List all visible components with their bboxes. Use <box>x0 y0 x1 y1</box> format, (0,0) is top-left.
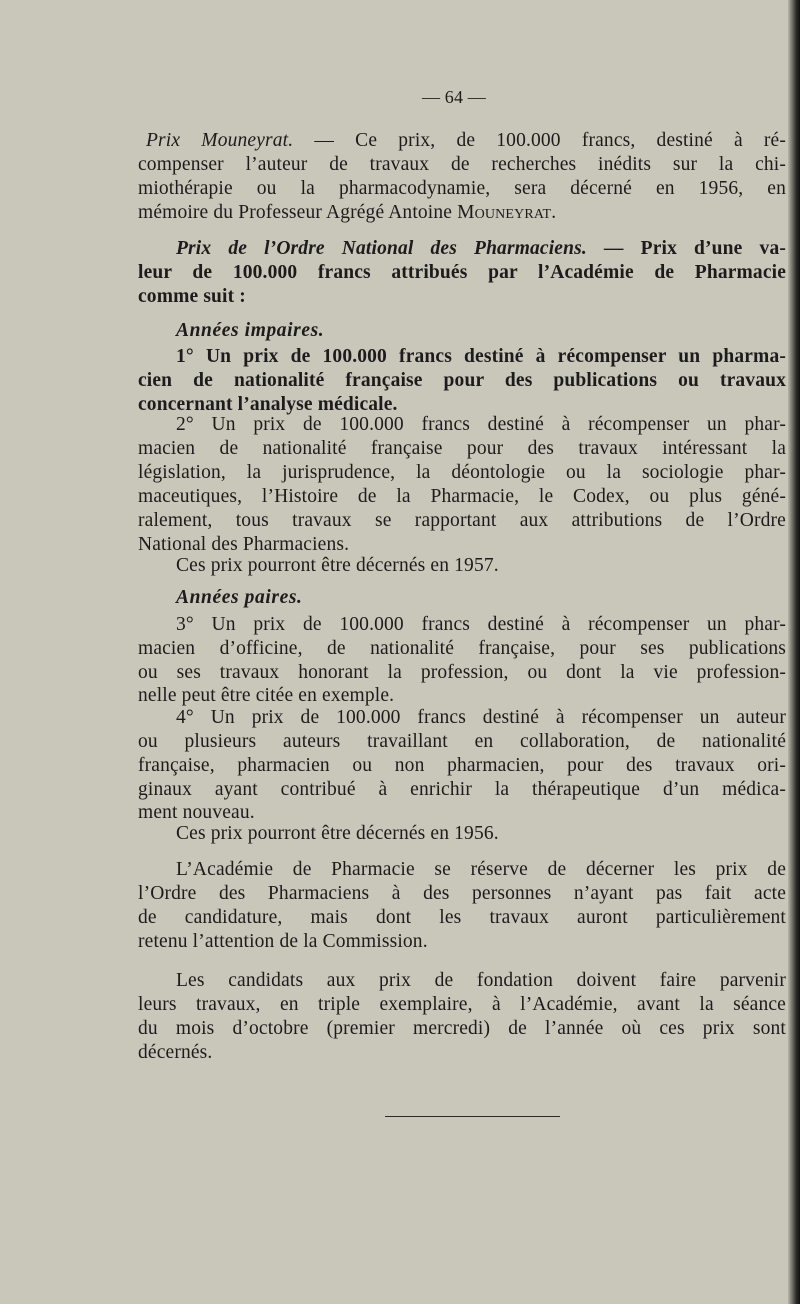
prix3-line-4: nelle peut être citée en exemple. <box>138 685 395 706</box>
mouneyrat-name: Mouneyrat. <box>457 202 557 223</box>
ordre-line-1: Prix de l’Ordre National des Pharmaciens. — Prix d’une va- <box>176 238 786 259</box>
candidats-line-4: décernés. <box>138 1042 213 1063</box>
prix2-line-1: 2° Un prix de 100.000 francs destiné à récompenser un phar- <box>176 414 786 435</box>
candidats-line-1: Les candidats aux prix de fondation doivent faire parvenir <box>176 970 786 991</box>
prix2-line-2: macien de nationalité française pour des travaux intéressant la <box>138 438 786 459</box>
prix4-line-3: française, pharmacien ou non pharmacien, pour des travaux ori- <box>138 755 786 776</box>
prix1-line-2: cien de nationalité française pour des publications ou travaux <box>138 370 786 391</box>
heading-annees-impaires: Années impaires. <box>176 320 325 341</box>
prix4-line-1: 4° Un prix de 100.000 francs destiné à récompenser un auteur <box>176 707 786 728</box>
prix2-line-6: National des Pharmaciens. <box>138 534 350 555</box>
candidats-line-2: leurs travaux, en triple exemplaire, à l’Académie, avant la séance <box>138 994 786 1015</box>
prix2-line-5: ralement, tous travaux se rapportant aux attributions de l’Ordre <box>138 510 786 531</box>
prix4-line-4: ginaux ayant contribué à enrichir la thérapeutique d’un médica- <box>138 779 786 800</box>
prix3-line-1: 3° Un prix de 100.000 francs destiné à récompenser un phar- <box>176 614 786 635</box>
reserve-line-3: de candidature, mais dont les travaux auront particulièrement <box>138 907 786 928</box>
ordre-line-2: leur de 100.000 francs attribués par l’Académie de Pharmacie <box>138 262 786 283</box>
reserve-line-1: L’Académie de Pharmacie se réserve de décerner les prix de <box>176 859 786 880</box>
prix4-line-2: ou plusieurs auteurs travaillant en collaboration, de nationalité <box>138 731 786 752</box>
decernes-1957: Ces prix pourront être décernés en 1957. <box>176 555 499 576</box>
page-number: — 64 — <box>422 87 486 107</box>
ordre-title: Prix de l’Ordre National des Pharmaciens. <box>176 238 587 259</box>
decernes-1956: Ces prix pourront être décernés en 1956. <box>176 823 499 844</box>
mouneyrat-line-3: miothérapie ou la pharmacodynamie, sera décerné en 1956, en <box>138 178 786 199</box>
mouneyrat-line-2: compenser l’auteur de travaux de recherches inédits sur la chi- <box>138 154 786 175</box>
candidats-line-3: du mois d’octobre (premier mercredi) de l’année où ces prix sont <box>138 1018 786 1039</box>
reserve-line-2: l’Ordre des Pharmaciens à des personnes n’ayant pas fait acte <box>138 883 786 904</box>
reserve-line-4: retenu l’attention de la Commission. <box>138 931 428 952</box>
ordre-line-3: comme suit : <box>138 286 246 307</box>
mouneyrat-line-1: Prix Mouneyrat. — Ce prix, de 100.000 francs, destiné à ré- <box>146 130 786 151</box>
mouneyrat-title: Prix Mouneyrat. <box>146 130 294 151</box>
prix1-line-3: concernant l’analyse médicale. <box>138 394 398 415</box>
prix1-line-1: 1° Un prix de 100.000 francs destiné à récompenser un pharma- <box>176 346 786 367</box>
prix3-line-2: macien d’officine, de nationalité française, pour ses publications <box>138 638 786 659</box>
prix4-line-5: ment nouveau. <box>138 802 255 823</box>
prix2-line-3: législation, la jurisprudence, la déontologie ou la sociologie phar- <box>138 462 786 483</box>
end-rule <box>385 1116 560 1117</box>
mouneyrat-line-4: mémoire du Professeur Agrégé Antoine Mouneyrat. <box>138 202 557 223</box>
prix3-line-3: ou ses travaux honorant la profession, ou dont la vie profession- <box>138 662 786 683</box>
heading-annees-paires: Années paires. <box>176 587 303 608</box>
prix2-line-4: maceutiques, l’Histoire de la Pharmacie, le Codex, ou plus géné- <box>138 486 786 507</box>
page-edge-shadow <box>788 0 800 1304</box>
